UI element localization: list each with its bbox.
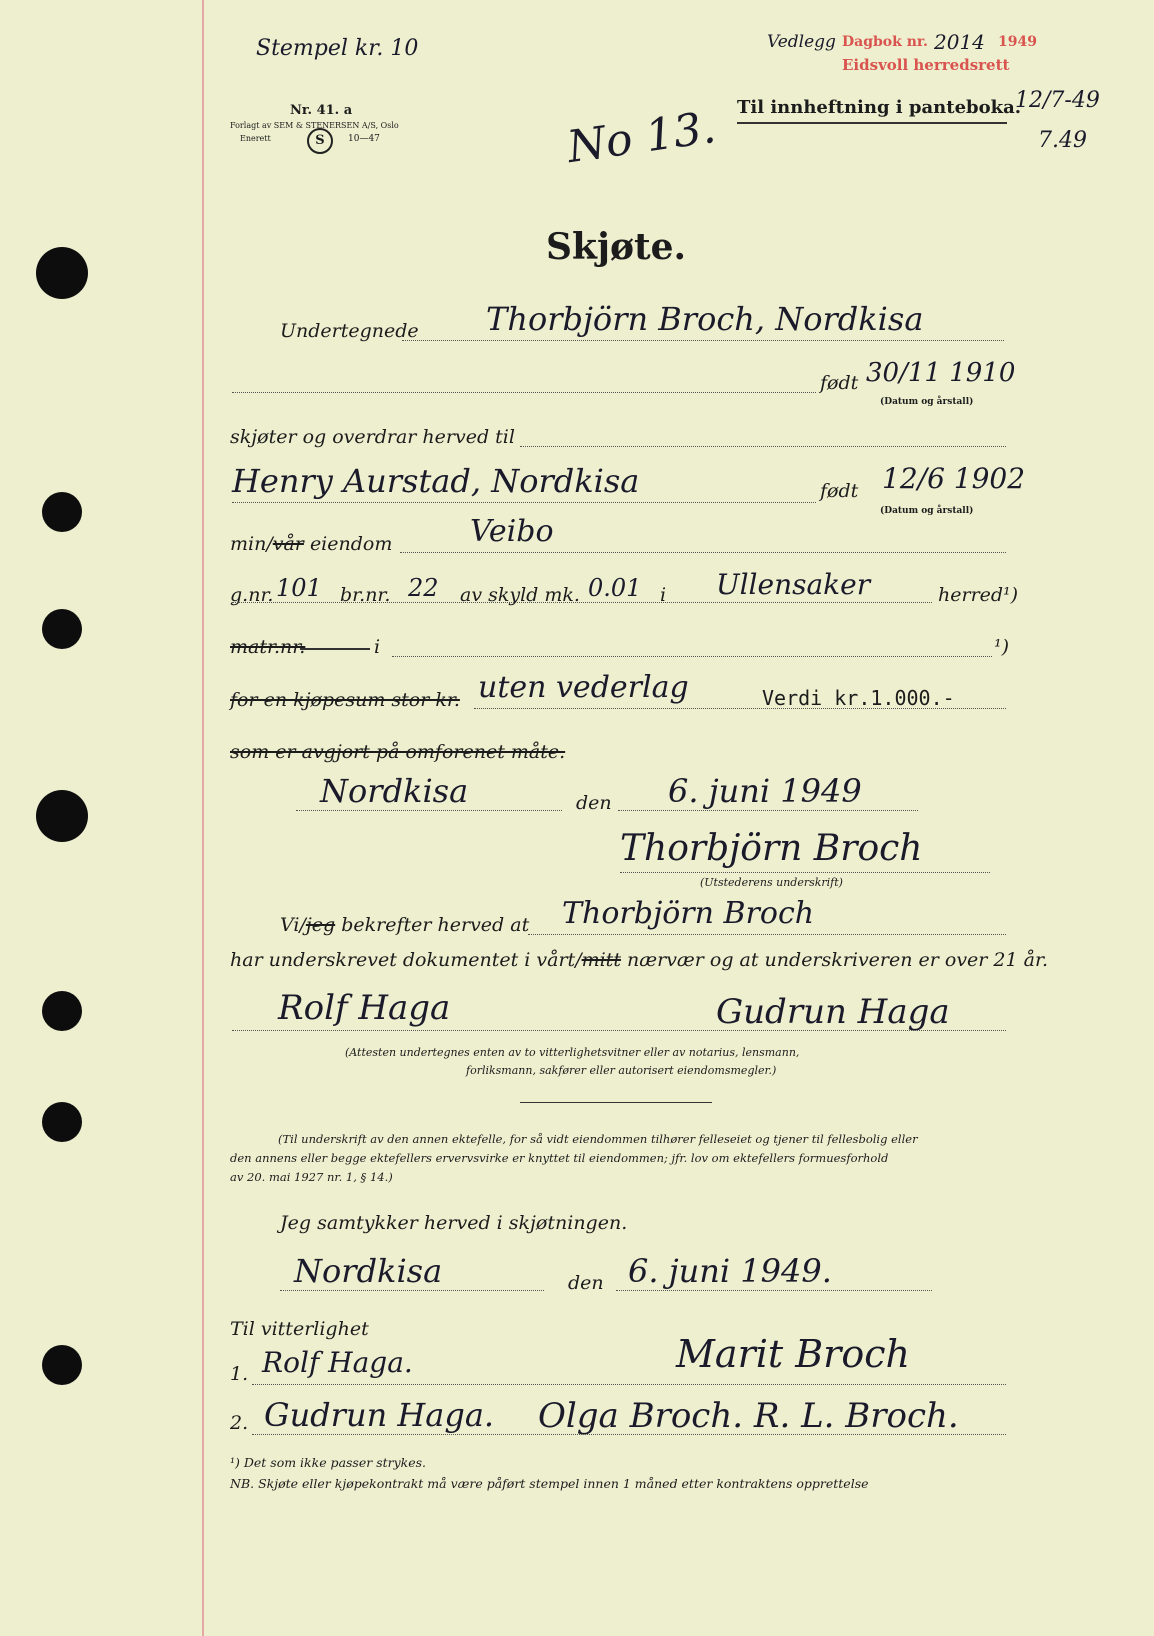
price-value: uten vederlag — [478, 670, 689, 705]
dagbok-label: Dagbok nr. — [842, 34, 928, 50]
skyld-i: i — [660, 584, 667, 606]
date-note-1: 12/7-49 — [1015, 88, 1100, 113]
dotted-line — [520, 446, 1006, 447]
transfer-label: skjøter og overdrar herved til — [230, 426, 515, 448]
confirm-suffix: bekrefter herved at — [341, 914, 530, 936]
divider — [520, 1102, 712, 1103]
property-value: Veibo — [470, 514, 554, 549]
signature-line — [232, 1030, 1006, 1031]
publisher-enerett: Enerett — [240, 134, 271, 143]
attest-note-2: forliksmann, sakfører eller autorisert eiendomsmegler.) — [466, 1064, 777, 1077]
witness-2-signature: Gudrun Haga — [716, 992, 950, 1032]
den-label: den — [576, 792, 612, 814]
born-label-1: født — [820, 372, 859, 394]
consent-place: Nordkisa — [294, 1252, 443, 1290]
binding-underline — [737, 122, 1007, 124]
herred-value: Ullensaker — [716, 568, 871, 601]
property-prefix: min/ — [230, 533, 273, 555]
consent-date: 6. juni 1949. — [628, 1252, 832, 1290]
vitterlighet-label: Til vitterlighet — [230, 1318, 369, 1340]
binder-hole — [42, 609, 82, 649]
dotted-line — [474, 708, 1006, 709]
confirm-prefix: Vi/ — [280, 914, 306, 936]
binder-hole — [36, 247, 88, 299]
date-value: 6. juni 1949 — [668, 772, 862, 810]
binder-hole — [42, 1345, 82, 1385]
undersigned-value: Thorbjörn Broch, Nordkisa — [486, 300, 924, 338]
confirm-line2-b: nærvær og at underskriveren er over 21 år. — [627, 949, 1049, 971]
publisher-date: 10—47 — [348, 134, 380, 144]
dagbok-year: 1949 — [998, 34, 1037, 50]
witness-name-2: Gudrun Haga. — [264, 1396, 495, 1434]
price-struck: for en kjøpesum stor kr. — [230, 689, 460, 711]
signature-line — [620, 872, 990, 873]
born-value-1: 30/11 1910 — [866, 358, 1016, 388]
binder-hole — [42, 991, 82, 1031]
confirm-line2-struck: mitt — [581, 949, 621, 971]
footnote-2: NB. Skjøte eller kjøpekontrakt må være påført stempel innen 1 måned etter kontraktens opprettelse — [230, 1476, 869, 1491]
handwritten-number: No 13. — [564, 101, 719, 174]
court-stamp: Eidsvoll herredsrett — [842, 56, 1010, 74]
issuer-signature: Thorbjörn Broch — [620, 828, 923, 869]
property-label — [230, 533, 392, 555]
undersigned-label: Undertegnede — [280, 320, 419, 342]
form-number: Nr. 41. a — [290, 103, 353, 118]
dotted-line — [232, 602, 932, 603]
dotted-line — [392, 656, 992, 657]
issuer-label: (Utstederens underskrift) — [700, 876, 843, 889]
dotted-line — [232, 502, 816, 503]
witness-number-1: 1. — [230, 1363, 249, 1385]
spouse-note-3: av 20. mai 1927 nr. 1, § 14.) — [230, 1170, 393, 1184]
dotted-line — [296, 810, 562, 811]
property-struck: vår — [272, 533, 304, 555]
dotted-line — [400, 552, 1006, 553]
consent-signature: Marit Broch — [676, 1332, 910, 1376]
vedlegg-note: Vedlegg — [767, 32, 836, 52]
skyld-value: 0.01 — [588, 574, 642, 602]
publisher-line: Forlagt av SEM & STENERSEN A/S, Oslo — [230, 121, 399, 130]
dagbok-number: 2014 — [934, 30, 985, 54]
brnr-label: br.nr. — [340, 584, 391, 606]
signature-line — [252, 1434, 1006, 1435]
dotted-line — [232, 392, 816, 393]
confirm-value: Thorbjörn Broch — [562, 896, 815, 931]
datum-note-2: (Datum og årstall) — [880, 506, 974, 516]
page-title: Skjøte. — [546, 226, 687, 268]
attest-note-1: (Attesten undertegnes enten av to vitterlighetsvitner eller av notarius, lensmann, — [345, 1046, 800, 1059]
binder-hole — [42, 492, 82, 532]
witness-1-signature: Rolf Haga — [278, 988, 451, 1028]
recipient-value: Henry Aurstad, Nordkisa — [232, 462, 640, 500]
signature-line — [252, 1384, 1006, 1385]
witness-number-2: 2. — [230, 1412, 249, 1434]
gnr-value: 101 — [276, 574, 322, 602]
skyld-label: av skyld mk. — [460, 584, 580, 606]
binding-note: Til innheftning i panteboka. — [737, 97, 1022, 118]
matr-i: i — [374, 636, 381, 658]
witness-name-1: Rolf Haga. — [262, 1346, 413, 1379]
confirm-struck: jeg — [305, 914, 336, 936]
verdi-value: Verdi kr.1.000.- — [762, 686, 955, 710]
confirm-line2 — [230, 949, 1048, 971]
strike-line — [300, 648, 370, 650]
dotted-line — [402, 340, 1004, 341]
born-label-2: født — [820, 480, 859, 502]
matr-footnote: ¹) — [994, 636, 1010, 658]
settled-struck: som er avgjort på omforenet måte. — [230, 741, 566, 763]
binder-hole — [36, 790, 88, 842]
gnr-label: g.nr. — [230, 584, 274, 606]
dotted-line — [528, 934, 1006, 935]
herred-label: herred¹) — [938, 584, 1019, 606]
matr-struck: matr.nr. — [230, 636, 306, 658]
binder-hole — [42, 1102, 82, 1142]
dotted-line — [280, 1290, 544, 1291]
publisher-logo: S — [307, 128, 333, 154]
additional-signatures: Olga Broch. R. L. Broch. — [538, 1396, 959, 1436]
confirm-line2-a: har underskrevet dokumentet i vårt/ — [230, 949, 582, 971]
property-suffix: eiendom — [309, 533, 393, 555]
footnote-1: ¹) Det som ikke passer strykes. — [230, 1455, 427, 1470]
confirm-label — [280, 914, 529, 936]
margin-line — [202, 0, 204, 1636]
datum-note-1: (Datum og årstall) — [880, 397, 974, 407]
place-value: Nordkisa — [320, 772, 469, 810]
dotted-line — [618, 810, 918, 811]
spouse-note-2: den annens eller begge ektefellers ervervsvirke er knyttet til eiendommen; jfr. lov om ektefellers formuesforhold — [230, 1151, 889, 1165]
consent-den: den — [568, 1272, 604, 1294]
date-note-2: 7.49 — [1038, 128, 1087, 153]
consent-label: Jeg samtykker herved i skjøtningen. — [280, 1212, 628, 1234]
spouse-note-1: (Til underskrift av den annen ektefelle, for så vidt eiendommen tilhører felleseiet og tjener til fellesbolig eller — [278, 1132, 918, 1146]
stamp-note: Stempel kr. 10 — [256, 36, 419, 61]
born-value-2: 12/6 1902 — [882, 462, 1026, 495]
dotted-line — [616, 1290, 932, 1291]
brnr-value: 22 — [408, 574, 439, 602]
